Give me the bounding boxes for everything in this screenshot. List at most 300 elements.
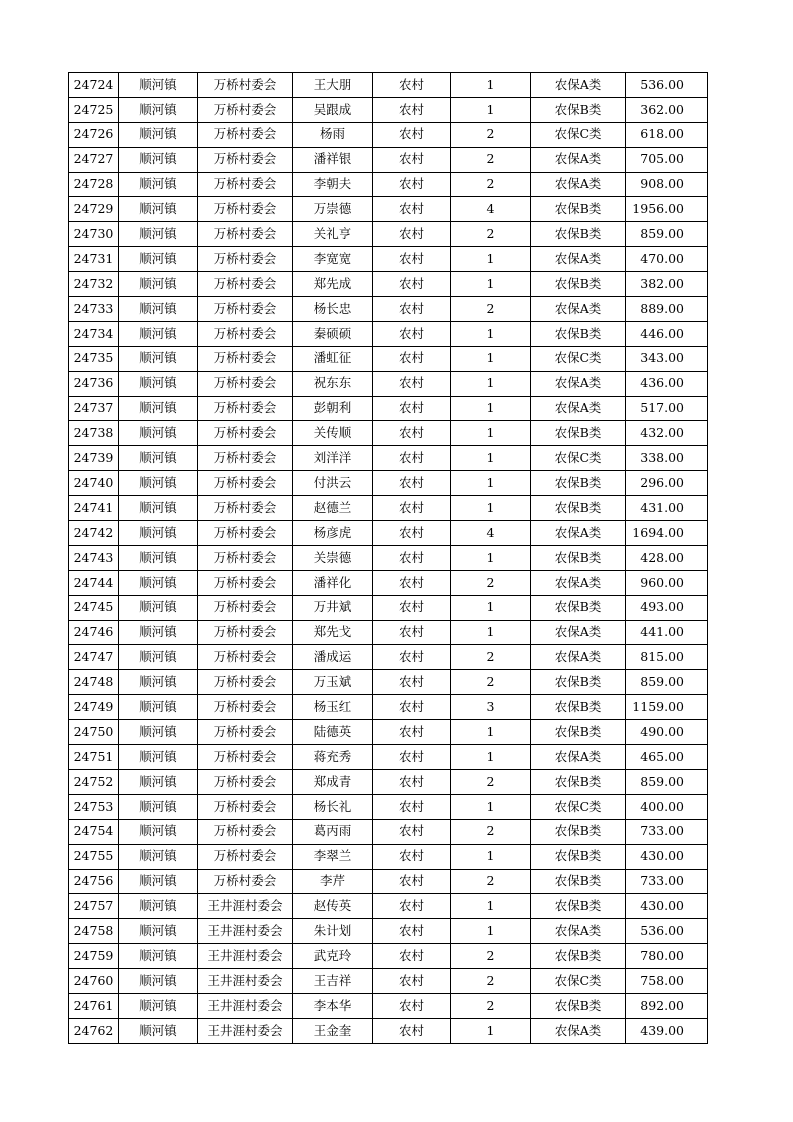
village-committee-cell: 万桥村委会 [198, 645, 293, 670]
name-cell: 葛丙雨 [293, 819, 373, 844]
amount-cell: 1956.00 [626, 197, 708, 222]
town-cell: 顺河镇 [119, 421, 198, 446]
name-cell: 杨雨 [293, 122, 373, 147]
insurance-category-cell: 农保C类 [531, 122, 626, 147]
record-id-cell: 24751 [69, 745, 119, 770]
amount-cell: 780.00 [626, 944, 708, 969]
amount-cell: 733.00 [626, 819, 708, 844]
area-type-cell: 农村 [373, 496, 451, 521]
record-id-cell: 24738 [69, 421, 119, 446]
table-row [69, 595, 708, 620]
area-type-cell: 农村 [373, 122, 451, 147]
area-type-cell: 农村 [373, 172, 451, 197]
area-type-cell: 农村 [373, 993, 451, 1018]
household-size-cell: 2 [451, 570, 531, 595]
record-id-cell: 24734 [69, 321, 119, 346]
town-cell: 顺河镇 [119, 396, 198, 421]
area-type-cell: 农村 [373, 545, 451, 570]
household-size-cell: 1 [451, 247, 531, 272]
area-type-cell: 农村 [373, 147, 451, 172]
insurance-category-cell: 农保B类 [531, 97, 626, 122]
amount-cell: 859.00 [626, 222, 708, 247]
record-id-cell: 24727 [69, 147, 119, 172]
name-cell: 万玉斌 [293, 670, 373, 695]
amount-cell: 960.00 [626, 570, 708, 595]
insurance-category-cell: 农保A类 [531, 396, 626, 421]
table-row [69, 272, 708, 297]
record-id-cell: 24728 [69, 172, 119, 197]
area-type-cell: 农村 [373, 73, 451, 98]
village-committee-cell: 万桥村委会 [198, 620, 293, 645]
area-type-cell: 农村 [373, 794, 451, 819]
amount-cell: 430.00 [626, 894, 708, 919]
household-size-cell: 2 [451, 969, 531, 994]
household-size-cell: 1 [451, 620, 531, 645]
amount-cell: 733.00 [626, 869, 708, 894]
insurance-category-cell: 农保A类 [531, 645, 626, 670]
village-committee-cell: 万桥村委会 [198, 371, 293, 396]
table-row [69, 122, 708, 147]
village-committee-cell: 万桥村委会 [198, 222, 293, 247]
insurance-category-cell: 农保B类 [531, 819, 626, 844]
insurance-category-cell: 农保A类 [531, 745, 626, 770]
insurance-category-cell: 农保A类 [531, 620, 626, 645]
town-cell: 顺河镇 [119, 172, 198, 197]
name-cell: 郑成青 [293, 769, 373, 794]
amount-cell: 446.00 [626, 321, 708, 346]
town-cell: 顺河镇 [119, 272, 198, 297]
record-id-cell: 24746 [69, 620, 119, 645]
table-row [69, 97, 708, 122]
household-size-cell: 1 [451, 346, 531, 371]
household-size-cell: 1 [451, 321, 531, 346]
name-cell: 潘虹征 [293, 346, 373, 371]
village-committee-cell: 万桥村委会 [198, 147, 293, 172]
town-cell: 顺河镇 [119, 570, 198, 595]
insurance-category-cell: 农保B类 [531, 869, 626, 894]
area-type-cell: 农村 [373, 670, 451, 695]
town-cell: 顺河镇 [119, 147, 198, 172]
village-committee-cell: 万桥村委会 [198, 745, 293, 770]
town-cell: 顺河镇 [119, 819, 198, 844]
area-type-cell: 农村 [373, 297, 451, 322]
village-committee-cell: 万桥村委会 [198, 794, 293, 819]
village-committee-cell: 万桥村委会 [198, 446, 293, 471]
town-cell: 顺河镇 [119, 620, 198, 645]
town-cell: 顺河镇 [119, 794, 198, 819]
insurance-category-cell: 农保B类 [531, 894, 626, 919]
household-size-cell: 2 [451, 993, 531, 1018]
name-cell: 潘成运 [293, 645, 373, 670]
table-row [69, 521, 708, 546]
insurance-category-cell: 农保B类 [531, 197, 626, 222]
record-id-cell: 24737 [69, 396, 119, 421]
household-size-cell: 1 [451, 396, 531, 421]
name-cell: 李本华 [293, 993, 373, 1018]
name-cell: 赵传英 [293, 894, 373, 919]
insurance-category-cell: 农保C类 [531, 969, 626, 994]
area-type-cell: 农村 [373, 969, 451, 994]
area-type-cell: 农村 [373, 247, 451, 272]
village-committee-cell: 万桥村委会 [198, 844, 293, 869]
town-cell: 顺河镇 [119, 247, 198, 272]
insurance-category-cell: 农保B类 [531, 670, 626, 695]
town-cell: 顺河镇 [119, 745, 198, 770]
record-id-cell: 24761 [69, 993, 119, 1018]
town-cell: 顺河镇 [119, 670, 198, 695]
area-type-cell: 农村 [373, 595, 451, 620]
insurance-category-cell: 农保B类 [531, 595, 626, 620]
town-cell: 顺河镇 [119, 894, 198, 919]
table-row [69, 1018, 708, 1043]
name-cell: 刘洋洋 [293, 446, 373, 471]
table-row [69, 993, 708, 1018]
amount-cell: 465.00 [626, 745, 708, 770]
area-type-cell: 农村 [373, 272, 451, 297]
amount-cell: 705.00 [626, 147, 708, 172]
village-committee-cell: 万桥村委会 [198, 521, 293, 546]
insurance-category-cell: 农保B类 [531, 222, 626, 247]
table-row [69, 769, 708, 794]
village-committee-cell: 万桥村委会 [198, 321, 293, 346]
area-type-cell: 农村 [373, 620, 451, 645]
name-cell: 关崇德 [293, 545, 373, 570]
village-committee-cell: 万桥村委会 [198, 720, 293, 745]
town-cell: 顺河镇 [119, 944, 198, 969]
record-id-cell: 24739 [69, 446, 119, 471]
table-row [69, 844, 708, 869]
area-type-cell: 农村 [373, 1018, 451, 1043]
town-cell: 顺河镇 [119, 969, 198, 994]
area-type-cell: 农村 [373, 471, 451, 496]
name-cell: 王金奎 [293, 1018, 373, 1043]
household-size-cell: 2 [451, 819, 531, 844]
town-cell: 顺河镇 [119, 521, 198, 546]
town-cell: 顺河镇 [119, 595, 198, 620]
amount-cell: 343.00 [626, 346, 708, 371]
town-cell: 顺河镇 [119, 769, 198, 794]
record-id-cell: 24744 [69, 570, 119, 595]
insurance-category-cell: 农保A类 [531, 172, 626, 197]
record-id-cell: 24758 [69, 919, 119, 944]
village-committee-cell: 王井涯村委会 [198, 944, 293, 969]
table-row [69, 745, 708, 770]
town-cell: 顺河镇 [119, 993, 198, 1018]
name-cell: 李芹 [293, 869, 373, 894]
village-committee-cell: 万桥村委会 [198, 570, 293, 595]
village-committee-cell: 万桥村委会 [198, 545, 293, 570]
table-body [69, 73, 708, 1044]
town-cell: 顺河镇 [119, 297, 198, 322]
record-id-cell: 24754 [69, 819, 119, 844]
area-type-cell: 农村 [373, 769, 451, 794]
area-type-cell: 农村 [373, 346, 451, 371]
record-id-cell: 24752 [69, 769, 119, 794]
town-cell: 顺河镇 [119, 222, 198, 247]
amount-cell: 892.00 [626, 993, 708, 1018]
record-id-cell: 24759 [69, 944, 119, 969]
name-cell: 王大朋 [293, 73, 373, 98]
name-cell: 杨彦虎 [293, 521, 373, 546]
record-id-cell: 24762 [69, 1018, 119, 1043]
insurance-category-cell: 农保A类 [531, 371, 626, 396]
record-id-cell: 24736 [69, 371, 119, 396]
table-row [69, 969, 708, 994]
village-committee-cell: 王井涯村委会 [198, 993, 293, 1018]
table-row [69, 695, 708, 720]
name-cell: 关传顺 [293, 421, 373, 446]
insurance-category-cell: 农保A类 [531, 1018, 626, 1043]
amount-cell: 859.00 [626, 769, 708, 794]
area-type-cell: 农村 [373, 570, 451, 595]
town-cell: 顺河镇 [119, 122, 198, 147]
name-cell: 杨长忠 [293, 297, 373, 322]
insurance-category-cell: 农保A类 [531, 521, 626, 546]
record-id-cell: 24733 [69, 297, 119, 322]
table-row [69, 794, 708, 819]
village-committee-cell: 万桥村委会 [198, 595, 293, 620]
amount-cell: 296.00 [626, 471, 708, 496]
village-committee-cell: 万桥村委会 [198, 421, 293, 446]
area-type-cell: 农村 [373, 371, 451, 396]
area-type-cell: 农村 [373, 745, 451, 770]
insurance-category-cell: 农保C类 [531, 346, 626, 371]
village-committee-cell: 万桥村委会 [198, 819, 293, 844]
area-type-cell: 农村 [373, 645, 451, 670]
name-cell: 杨玉红 [293, 695, 373, 720]
table-row [69, 297, 708, 322]
town-cell: 顺河镇 [119, 919, 198, 944]
name-cell: 关礼亨 [293, 222, 373, 247]
amount-cell: 517.00 [626, 396, 708, 421]
area-type-cell: 农村 [373, 396, 451, 421]
name-cell: 潘祥化 [293, 570, 373, 595]
household-size-cell: 1 [451, 720, 531, 745]
household-size-cell: 2 [451, 297, 531, 322]
household-size-cell: 2 [451, 769, 531, 794]
record-id-cell: 24757 [69, 894, 119, 919]
area-type-cell: 农村 [373, 720, 451, 745]
record-id-cell: 24760 [69, 969, 119, 994]
record-id-cell: 24731 [69, 247, 119, 272]
area-type-cell: 农村 [373, 197, 451, 222]
record-id-cell: 24756 [69, 869, 119, 894]
insurance-category-cell: 农保B类 [531, 769, 626, 794]
name-cell: 彭朝利 [293, 396, 373, 421]
record-id-cell: 24724 [69, 73, 119, 98]
insurance-category-cell: 农保B类 [531, 545, 626, 570]
insurance-category-cell: 农保A类 [531, 147, 626, 172]
table-row [69, 321, 708, 346]
record-id-cell: 24745 [69, 595, 119, 620]
amount-cell: 1694.00 [626, 521, 708, 546]
insurance-category-cell: 农保B类 [531, 720, 626, 745]
household-size-cell: 2 [451, 645, 531, 670]
name-cell: 祝东东 [293, 371, 373, 396]
town-cell: 顺河镇 [119, 471, 198, 496]
insurance-category-cell: 农保C类 [531, 446, 626, 471]
name-cell: 赵德兰 [293, 496, 373, 521]
record-id-cell: 24743 [69, 545, 119, 570]
town-cell: 顺河镇 [119, 197, 198, 222]
insurance-category-cell: 农保B类 [531, 471, 626, 496]
name-cell: 吴跟成 [293, 97, 373, 122]
amount-cell: 618.00 [626, 122, 708, 147]
table-row [69, 819, 708, 844]
amount-cell: 889.00 [626, 297, 708, 322]
village-committee-cell: 万桥村委会 [198, 471, 293, 496]
insurance-category-cell: 农保C类 [531, 794, 626, 819]
name-cell: 付洪云 [293, 471, 373, 496]
village-committee-cell: 万桥村委会 [198, 396, 293, 421]
village-committee-cell: 万桥村委会 [198, 197, 293, 222]
insurance-category-cell: 农保A类 [531, 919, 626, 944]
amount-cell: 493.00 [626, 595, 708, 620]
household-size-cell: 3 [451, 695, 531, 720]
table-row [69, 720, 708, 745]
village-committee-cell: 万桥村委会 [198, 769, 293, 794]
table-row [69, 73, 708, 98]
insurance-category-cell: 农保A类 [531, 570, 626, 595]
table-row [69, 421, 708, 446]
amount-cell: 536.00 [626, 919, 708, 944]
household-size-cell: 1 [451, 545, 531, 570]
insurance-category-cell: 农保B类 [531, 421, 626, 446]
table-row [69, 894, 708, 919]
record-id-cell: 24753 [69, 794, 119, 819]
name-cell: 王吉祥 [293, 969, 373, 994]
village-committee-cell: 万桥村委会 [198, 122, 293, 147]
table-row [69, 919, 708, 944]
area-type-cell: 农村 [373, 421, 451, 446]
record-id-cell: 24742 [69, 521, 119, 546]
household-size-cell: 1 [451, 919, 531, 944]
household-size-cell: 2 [451, 122, 531, 147]
amount-cell: 441.00 [626, 620, 708, 645]
village-committee-cell: 王井涯村委会 [198, 969, 293, 994]
record-id-cell: 24750 [69, 720, 119, 745]
record-id-cell: 24740 [69, 471, 119, 496]
area-type-cell: 农村 [373, 321, 451, 346]
village-committee-cell: 王井涯村委会 [198, 919, 293, 944]
area-type-cell: 农村 [373, 894, 451, 919]
area-type-cell: 农村 [373, 521, 451, 546]
amount-cell: 428.00 [626, 545, 708, 570]
name-cell: 万崇德 [293, 197, 373, 222]
household-size-cell: 1 [451, 446, 531, 471]
area-type-cell: 农村 [373, 819, 451, 844]
name-cell: 万井斌 [293, 595, 373, 620]
town-cell: 顺河镇 [119, 446, 198, 471]
amount-cell: 338.00 [626, 446, 708, 471]
insurance-category-cell: 农保A类 [531, 73, 626, 98]
household-size-cell: 2 [451, 670, 531, 695]
town-cell: 顺河镇 [119, 645, 198, 670]
household-size-cell: 1 [451, 894, 531, 919]
amount-cell: 490.00 [626, 720, 708, 745]
amount-cell: 432.00 [626, 421, 708, 446]
name-cell: 郑先戈 [293, 620, 373, 645]
name-cell: 秦硕硕 [293, 321, 373, 346]
insurance-category-cell: 农保B类 [531, 695, 626, 720]
town-cell: 顺河镇 [119, 1018, 198, 1043]
table-row [69, 670, 708, 695]
insurance-category-cell: 农保B类 [531, 272, 626, 297]
table-row [69, 570, 708, 595]
town-cell: 顺河镇 [119, 496, 198, 521]
household-size-cell: 1 [451, 595, 531, 620]
area-type-cell: 农村 [373, 944, 451, 969]
record-id-cell: 24748 [69, 670, 119, 695]
insurance-category-cell: 农保B类 [531, 844, 626, 869]
amount-cell: 382.00 [626, 272, 708, 297]
town-cell: 顺河镇 [119, 720, 198, 745]
household-size-cell: 1 [451, 272, 531, 297]
name-cell: 郑先成 [293, 272, 373, 297]
record-id-cell: 24749 [69, 695, 119, 720]
record-id-cell: 24726 [69, 122, 119, 147]
name-cell: 杨长礼 [293, 794, 373, 819]
village-committee-cell: 王井涯村委会 [198, 894, 293, 919]
town-cell: 顺河镇 [119, 695, 198, 720]
amount-cell: 908.00 [626, 172, 708, 197]
table-row [69, 944, 708, 969]
record-id-cell: 24730 [69, 222, 119, 247]
amount-cell: 430.00 [626, 844, 708, 869]
area-type-cell: 农村 [373, 919, 451, 944]
amount-cell: 1159.00 [626, 695, 708, 720]
town-cell: 顺河镇 [119, 321, 198, 346]
area-type-cell: 农村 [373, 695, 451, 720]
table-row [69, 620, 708, 645]
village-committee-cell: 万桥村委会 [198, 297, 293, 322]
town-cell: 顺河镇 [119, 371, 198, 396]
town-cell: 顺河镇 [119, 97, 198, 122]
household-size-cell: 1 [451, 496, 531, 521]
village-committee-cell: 万桥村委会 [198, 172, 293, 197]
household-size-cell: 1 [451, 794, 531, 819]
village-committee-cell: 万桥村委会 [198, 272, 293, 297]
name-cell: 李翠兰 [293, 844, 373, 869]
village-committee-cell: 万桥村委会 [198, 670, 293, 695]
name-cell: 武克玲 [293, 944, 373, 969]
table-row [69, 645, 708, 670]
insurance-category-cell: 农保A类 [531, 297, 626, 322]
household-size-cell: 4 [451, 197, 531, 222]
insurance-category-cell: 农保A类 [531, 247, 626, 272]
name-cell: 朱计划 [293, 919, 373, 944]
amount-cell: 815.00 [626, 645, 708, 670]
record-id-cell: 24755 [69, 844, 119, 869]
village-committee-cell: 王井涯村委会 [198, 1018, 293, 1043]
table-row [69, 869, 708, 894]
area-type-cell: 农村 [373, 97, 451, 122]
village-committee-cell: 万桥村委会 [198, 695, 293, 720]
table-row [69, 446, 708, 471]
table-row [69, 371, 708, 396]
table-row [69, 197, 708, 222]
village-committee-cell: 万桥村委会 [198, 97, 293, 122]
household-size-cell: 1 [451, 421, 531, 446]
household-size-cell: 1 [451, 73, 531, 98]
household-size-cell: 1 [451, 471, 531, 496]
village-committee-cell: 万桥村委会 [198, 496, 293, 521]
village-committee-cell: 万桥村委会 [198, 247, 293, 272]
table-row [69, 471, 708, 496]
amount-cell: 758.00 [626, 969, 708, 994]
area-type-cell: 农村 [373, 869, 451, 894]
table-row [69, 346, 708, 371]
